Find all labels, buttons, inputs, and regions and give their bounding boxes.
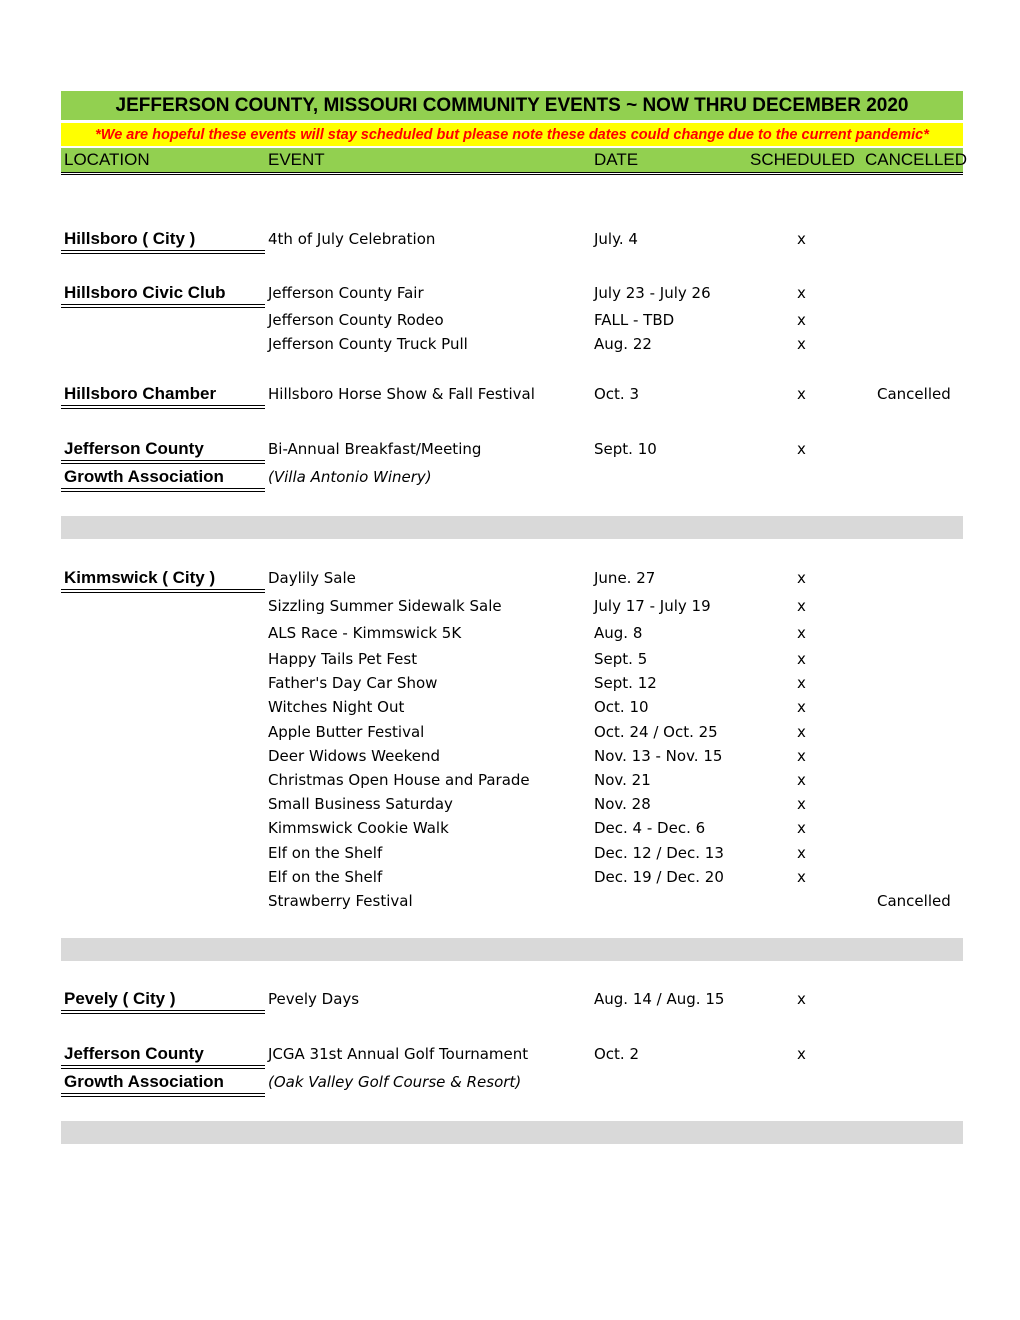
header-event: EVENT [268,150,325,169]
location-underline [61,250,265,254]
event-name: Jefferson County Truck Pull [268,335,468,353]
location-underline [61,1010,265,1014]
event-date: Nov. 28 [594,795,651,813]
scheduled-mark: x [797,335,806,353]
location-label: Pevely ( City ) [64,989,176,1008]
location-underline [61,488,265,492]
page-title: JEFFERSON COUNTY, MISSOURI COMMUNITY EVENTS ~ NOW THRU DECEMBER 2020 [61,91,963,120]
section-divider [61,1121,963,1144]
scheduled-mark: x [797,698,806,716]
section-divider [61,938,963,961]
event-date: July. 4 [594,230,638,248]
scheduled-mark: x [797,747,806,765]
location-underline [61,460,265,464]
scheduled-mark: x [797,385,806,403]
location-underline [61,589,265,593]
event-date: June. 27 [594,569,656,587]
event-date: Oct. 2 [594,1045,640,1063]
scheduled-mark: x [797,284,806,302]
event-name: Bi-Annual Breakfast/Meeting [268,440,482,458]
location-underline [61,304,265,308]
event-date: Nov. 21 [594,771,651,789]
event-name: Jefferson County Rodeo [268,311,444,329]
header-cancelled: CANCELLED [865,150,968,169]
event-name: Pevely Days [268,990,360,1008]
event-name: Elf on the Shelf [268,868,383,886]
location-label: Hillsboro ( City ) [64,229,196,248]
scheduled-mark: x [797,844,806,862]
event-name: Kimmswick Cookie Walk [268,819,449,837]
event-date: Aug. 8 [594,624,643,642]
event-date: Oct. 10 [594,698,649,716]
event-date: FALL - TBD [594,311,675,329]
scheduled-mark: x [797,723,806,741]
location-underline [61,1093,265,1097]
location-label: Kimmswick ( City ) [64,568,216,587]
scheduled-mark: x [797,990,806,1008]
scheduled-mark: x [797,624,806,642]
event-date: Dec. 12 / Dec. 13 [594,844,724,862]
event-date: July 23 - July 26 [594,284,711,302]
event-date: Aug. 14 / Aug. 15 [594,990,725,1008]
location-label: Growth Association [64,1072,224,1091]
event-date: July 17 - July 19 [594,597,711,615]
event-name: Happy Tails Pet Fest [268,650,418,668]
event-name: ALS Race - Kimmswick 5K [268,624,462,642]
scheduled-mark: x [797,771,806,789]
event-date: Sept. 12 [594,674,657,692]
event-name: Small Business Saturday [268,795,453,813]
location-label: Jefferson County [64,439,204,458]
location-label: Growth Association [64,467,224,486]
scheduled-mark: x [797,868,806,886]
event-date: Dec. 4 - Dec. 6 [594,819,706,837]
scheduled-mark: x [797,650,806,668]
scheduled-mark: x [797,795,806,813]
scheduled-mark: x [797,569,806,587]
location-label: Hillsboro Civic Club [64,283,226,302]
scheduled-mark: x [797,311,806,329]
location-label: Jefferson County [64,1044,204,1063]
pandemic-notice: *We are hopeful these events will stay scheduled but please note these dates could change due to the current pandemic* [61,123,963,146]
event-venue: (Oak Valley Golf Course & Resort) [268,1073,522,1091]
location-underline [61,405,265,409]
column-header-row [61,148,968,172]
header-location: LOCATION [64,150,150,169]
location-underline [61,1065,265,1069]
event-date: Sept. 10 [594,440,657,458]
cancelled-mark: Cancelled [877,385,951,403]
event-date: Nov. 13 - Nov. 15 [594,747,723,765]
event-date: Aug. 22 [594,335,652,353]
cancelled-mark: Cancelled [877,892,951,910]
location-label: Hillsboro Chamber [64,384,217,403]
scheduled-mark: x [797,1045,806,1063]
event-name: 4th of July Celebration [268,230,436,248]
event-name: Elf on the Shelf [268,844,383,862]
event-venue: (Villa Antonio Winery) [268,468,432,486]
event-date: Dec. 19 / Dec. 20 [594,868,724,886]
scheduled-mark: x [797,674,806,692]
event-name: Sizzling Summer Sidewalk Sale [268,597,502,615]
event-name: JCGA 31st Annual Golf Tournament [268,1045,529,1063]
event-date: Oct. 3 [594,385,640,403]
section-divider [61,516,963,539]
event-name: Father's Day Car Show [268,674,438,692]
event-name: Deer Widows Weekend [268,747,440,765]
event-name: Jefferson County Fair [268,284,424,302]
event-name: Hillsboro Horse Show & Fall Festival [268,385,535,403]
event-date: Sept. 5 [594,650,648,668]
scheduled-mark: x [797,440,806,458]
event-date: Oct. 24 / Oct. 25 [594,723,718,741]
event-name: Witches Night Out [268,698,405,716]
event-name: Christmas Open House and Parade [268,771,530,789]
event-name: Daylily Sale [268,569,356,587]
scheduled-mark: x [797,597,806,615]
event-name: Apple Butter Festival [268,723,425,741]
scheduled-mark: x [797,819,806,837]
header-date: DATE [594,150,639,169]
scheduled-mark: x [797,230,806,248]
header-scheduled: SCHEDULED [750,150,855,169]
event-name: Strawberry Festival [268,892,413,910]
header-double-rule [61,172,963,175]
